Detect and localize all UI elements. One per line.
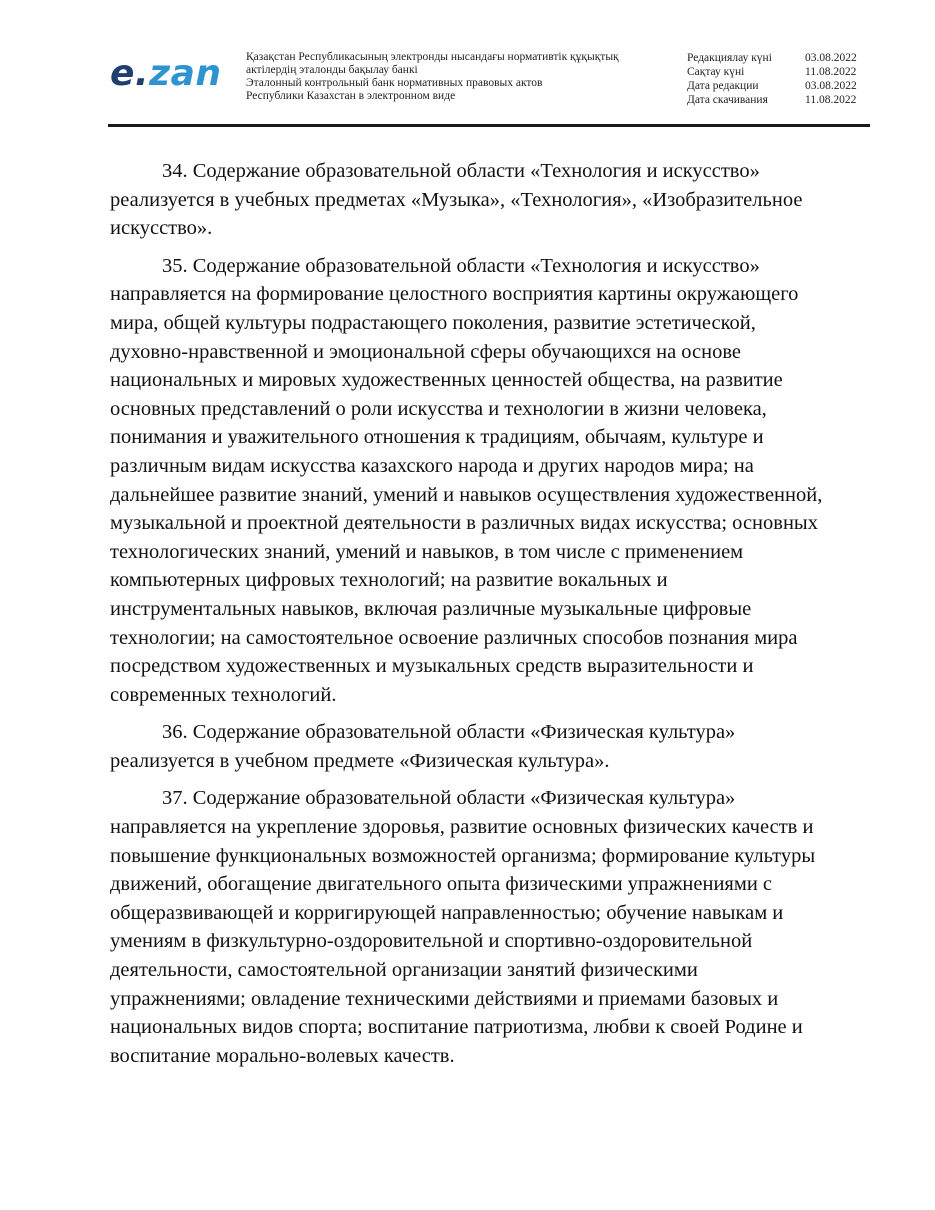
paragraph-line: воспитание морально-волевых качеств. [110, 1044, 455, 1067]
date-row-download-ru [687, 93, 865, 107]
document-body [110, 157, 870, 1079]
date-value: 03.08.2022 [805, 80, 857, 92]
paragraph-line: мира, общей культуры подрастающего поколения, развитие эстетической, [110, 311, 756, 334]
paragraph-line: 34. Содержание образовательной области «Технология и искусство» [162, 160, 760, 182]
paragraph-line: национальных и мировых художественных ценностей общества, на развитие [110, 369, 783, 392]
paragraph-line: посредством художественных и музыкальных средств выразительности и [110, 655, 754, 678]
paragraph-line: направляется на формирование целостного восприятия картины окружающего [110, 283, 799, 306]
paragraph-line: понимания и уважительного отношения к традициям, обычаям, культуре и [110, 426, 764, 449]
paragraph-line: основных представлений о роли искусства и технологии в жизни человека, [110, 397, 767, 420]
date-row-edit-kz [687, 51, 865, 65]
date-row-save-kz [687, 65, 865, 79]
date-row-edit-ru [687, 79, 865, 93]
paragraph-line: национальных видов спорта; воспитание патриотизма, любви к своей Родине и [110, 1016, 803, 1039]
paragraph-line: 36. Содержание образовательной области «Физическая культура» [162, 721, 736, 744]
date-label: Сақтау күні [687, 66, 745, 78]
paragraph-line: музыкальной и проектной деятельности в различных видах искусства; основных [110, 512, 818, 535]
paragraph-line: различным видам искусства казахского народа и других народов мира; на [110, 454, 754, 477]
ezan-logo[interactable] [110, 54, 221, 94]
header-description [246, 51, 676, 103]
date-value: 03.08.2022 [805, 52, 857, 64]
date-label: Дата редакции [687, 80, 759, 92]
date-label: Дата скачивания [687, 94, 768, 106]
paragraph-line: 37. Содержание образовательной области «Физическая культура» [162, 787, 736, 810]
description-line: Эталонный контрольный банк нормативных правовых актов [246, 77, 543, 89]
paragraph-line: повышение функциональных возможностей организма; формирование культуры [110, 844, 816, 867]
document-header [0, 0, 935, 130]
paragraph-35 [110, 252, 870, 710]
paragraph-line: 35. Содержание образовательной области «Технология и искусство» [162, 254, 760, 277]
logo-dot: . [134, 53, 150, 94]
paragraph-line: упражнениями; овладение техническими действиями и приемами базовых и [110, 987, 779, 1010]
description-line: Қазақстан Республикасының электронды нысандағы нормативтік құқықтық [246, 51, 619, 63]
description-line: Республики Казахстан в электронном виде [246, 90, 456, 102]
paragraph-34 [110, 157, 870, 243]
date-value: 11.08.2022 [805, 66, 857, 78]
description-line: актілердің эталонды бақылау банкі [246, 64, 418, 76]
date-label: Редакциялау күні [687, 52, 772, 64]
paragraph-line: деятельности, самостоятельной организации занятий физическими [110, 959, 698, 982]
paragraph-line: реализуется в учебных предметах «Музыка», «Технология», «Изобразительное [110, 188, 803, 211]
paragraph-line: технологии; на самостоятельное освоение различных способов познания мира [110, 626, 798, 649]
paragraph-line: компьютерных цифровых технологий; на развитие вокальных и [110, 569, 668, 592]
logo-e: e [110, 53, 135, 94]
paragraph-line: реализуется в учебном предмете «Физическая культура». [110, 749, 610, 772]
header-divider [108, 124, 870, 127]
paragraph-line: дальнейшее развитие знаний, умений и навыков осуществления художественной, [110, 483, 823, 506]
paragraph-line: современных технологий. [110, 683, 337, 706]
paragraph-line: инструментальных навыков, включая различные музыкальные цифровые [110, 597, 752, 620]
paragraph-line: умениям в физкультурно-оздоровительной и спортивно-оздоровительной [110, 930, 753, 953]
paragraph-line: духовно-нравственной и эмоциональной сферы обучающихся на основе [110, 340, 742, 363]
paragraph-line: общеразвивающей и корригирующей направленностью; обучение навыкам и [110, 901, 784, 924]
paragraph-36 [110, 718, 870, 775]
paragraph-line: движений, обогащение двигательного опыта физическими упражнениями с [110, 873, 773, 896]
logo-zan: zan [149, 53, 222, 94]
paragraph-line: искусство». [110, 217, 213, 240]
paragraph-line: направляется на укрепление здоровья, развитие основных физических качеств и [110, 816, 814, 839]
paragraph-line: технологических знаний, умений и навыков, в том числе с применением [110, 540, 744, 563]
header-dates [687, 51, 865, 107]
date-value: 11.08.2022 [805, 94, 857, 106]
paragraph-37 [110, 784, 870, 1070]
